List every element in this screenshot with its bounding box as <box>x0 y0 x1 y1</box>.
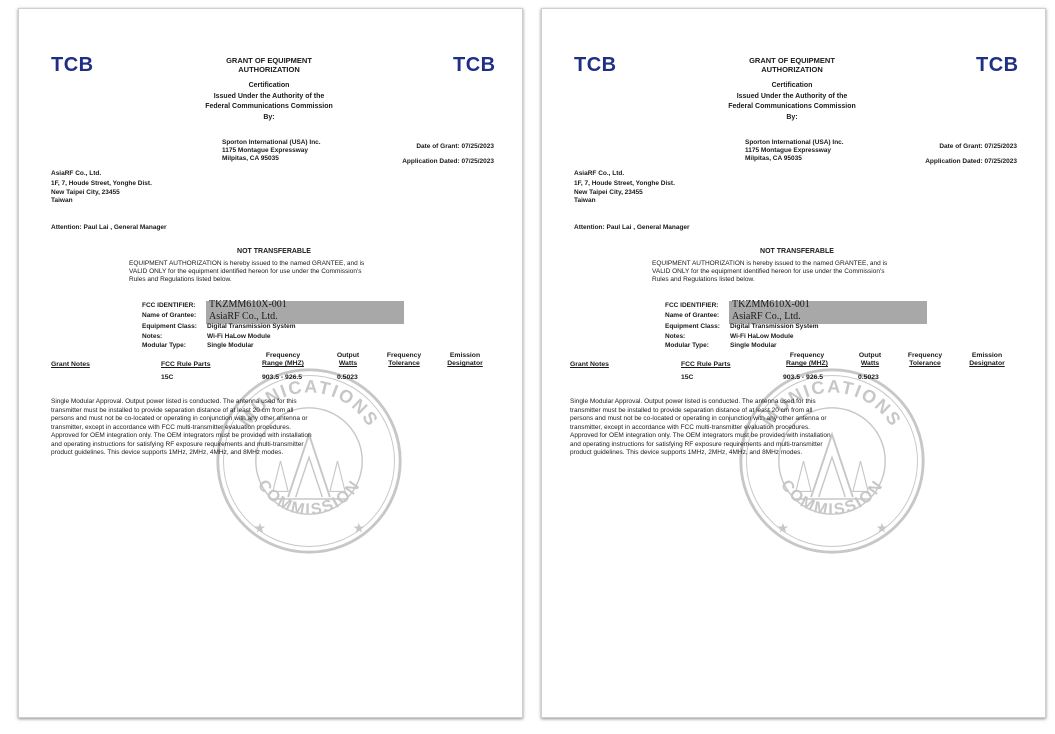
note-line: Single Modular Approval. Output power listed is conducted. The antenna used for this <box>570 398 816 405</box>
note-line: product guidelines. This device supports 1MHz, 2MHz, 4MHz, and 8MHz modes. <box>51 449 284 456</box>
cert-line: By: <box>786 113 798 121</box>
fcc-identifier-value: TKZMM610X-001 <box>209 299 287 310</box>
note-line: transmitter must be installed to provide separation distance of at least 20 cm from all <box>51 406 294 414</box>
grantee-line: 1F, 7, Houde Street, Yonghe Dist. <box>574 179 675 187</box>
col-emission-designator: Emission Designator <box>969 352 1005 367</box>
note-line: and operating instructions for satisfying RF exposure requirements and multi-transmitter <box>51 440 304 448</box>
grantee-name-value: AsiaRF Co., Ltd. <box>732 311 801 322</box>
grantee-line: AsiaRF Co., Ltd. <box>51 170 102 177</box>
equipment-class-value: Digital Transmission System <box>207 323 296 330</box>
issuer-address <box>222 139 321 164</box>
grant-title-line: GRANT OF EQUIPMENT <box>749 56 835 65</box>
cert-line: Certification <box>771 82 813 89</box>
col-output-watts: Output Watts <box>858 352 882 367</box>
equipment-class-label: Equipment Class: <box>665 323 720 330</box>
col-frequency-tolerance: Frequency Tolerance <box>386 352 422 367</box>
note-line: product guidelines. This device supports 1MHz, 2MHz, 4MHz, and 8MHz modes. <box>570 449 803 456</box>
modular-type-value: Single Modular <box>207 342 254 349</box>
svg-text:★: ★ <box>253 520 266 536</box>
grant-dates <box>925 139 1017 169</box>
tcb-logo-left: TCB <box>574 54 617 76</box>
col-frequency-range: Frequency Range (MHZ) <box>786 352 828 367</box>
nt-line: Rules and Regulations listed below. <box>652 276 755 284</box>
rule-part-cell: 15C <box>681 374 694 381</box>
col-fcc-rule-parts: FCC Rule Parts <box>161 361 211 368</box>
grant-title-line: GRANT OF EQUIPMENT <box>226 56 312 65</box>
col-fcc-rule-parts: FCC Rule Parts <box>681 361 731 368</box>
grantee-name-label: Name of Grantee: <box>665 311 720 319</box>
grant-title <box>712 56 872 74</box>
notes-label: Notes: <box>665 332 686 340</box>
modular-type-label: Modular Type: <box>665 342 709 349</box>
cert-line: By: <box>263 113 275 121</box>
not-transferable-text <box>652 260 942 285</box>
nt-line: EQUIPMENT AUTHORIZATION is hereby issued to the named GRANTEE, and is <box>129 260 365 267</box>
fcc-identifier-value: TKZMM610X-001 <box>732 299 810 310</box>
col-grant-notes: Grant Notes <box>51 361 90 368</box>
grantee-line: Taiwan <box>51 196 73 204</box>
grantee-line: 1F, 7, Houde Street, Yonghe Dist. <box>51 179 152 187</box>
notes-value: Wi-Fi HaLow Module <box>730 332 794 340</box>
equipment-class-value: Digital Transmission System <box>730 323 819 330</box>
rule-part-cell: 15C <box>161 374 174 381</box>
grant-title <box>189 56 349 74</box>
tcb-logo-right: TCB <box>453 54 496 76</box>
fcc-identifier-label: FCC IDENTIFIER: <box>665 302 719 309</box>
grantee-line: New Taipei City, 23455 <box>51 189 120 196</box>
certification-block <box>692 81 892 123</box>
not-transferable-title: NOT TRANSFERABLE <box>237 248 311 255</box>
grant-notes-text <box>51 398 351 458</box>
cert-line: Issued Under the Authority of the <box>736 92 848 100</box>
frequency-range-cell: 903.5 - 926.5 <box>262 374 303 381</box>
note-line: transmitter, except in accordance with FCC multi-transmitter evaluation procedures. <box>570 423 810 431</box>
col-grant-notes: Grant Notes <box>570 361 609 368</box>
svg-text:COMMISSION: COMMISSION <box>776 476 888 519</box>
date-of-grant: Date of Grant: 07/25/2023 <box>939 143 1017 150</box>
fcc-seal-watermark <box>214 366 404 556</box>
issuer-line: Sporton International (USA) Inc. <box>745 139 844 146</box>
nt-line: EQUIPMENT AUTHORIZATION is hereby issued to the named GRANTEE, and is <box>652 260 888 267</box>
application-dated: Application Dated: 07/25/2023 <box>402 158 494 165</box>
issuer-line: 1175 Montague Expressway <box>222 147 308 155</box>
output-watts-cell: 0.5023 <box>337 374 358 381</box>
grant-title-line: AUTHORIZATION <box>238 65 300 74</box>
svg-text:★: ★ <box>776 520 789 536</box>
application-dated: Application Dated: 07/25/2023 <box>925 158 1017 165</box>
not-transferable-title: NOT TRANSFERABLE <box>760 248 834 255</box>
col-output-watts: Output Watts <box>336 352 360 367</box>
output-watts-cell: 0.5023 <box>858 374 879 381</box>
col-frequency-tolerance: Frequency Tolerance <box>907 352 943 367</box>
note-line: Approved for OEM integration only. The OEM integrators must be provided with installation <box>570 432 831 439</box>
svg-text:COMMISSION: COMMISSION <box>253 476 365 519</box>
modular-type-label: Modular Type: <box>142 342 186 349</box>
grantee-name-value: AsiaRF Co., Ltd. <box>209 311 278 322</box>
modular-type-value: Single Modular <box>730 342 777 349</box>
note-line: Single Modular Approval. Output power listed is conducted. The antenna used for this <box>51 398 297 405</box>
note-line: persons and must not be co-located or operating in conjunction with any other antenna or <box>570 415 827 422</box>
certification-block <box>169 81 369 123</box>
grant-title-line: AUTHORIZATION <box>761 65 823 74</box>
grantee-line: Taiwan <box>574 196 596 204</box>
col-emission-designator: Emission Designator <box>447 352 483 367</box>
fcc-identifier-label: FCC IDENTIFIER: <box>142 302 196 309</box>
grant-notes-text <box>570 398 870 458</box>
grantee-line: AsiaRF Co., Ltd. <box>574 170 625 177</box>
note-line: persons and must not be co-located or operating in conjunction with any other antenna or <box>51 415 308 422</box>
issuer-line: Milpitas, CA 95035 <box>222 155 279 163</box>
svg-text:MUNICATIONS: MUNICATIONS <box>758 376 906 431</box>
issuer-address <box>745 139 844 164</box>
grantee-name-label: Name of Grantee: <box>142 311 197 319</box>
attention-line: Attention: Paul Lai , General Manager <box>51 224 167 231</box>
attention-line: Attention: Paul Lai , General Manager <box>574 224 690 231</box>
svg-text:MUNICATIONS: MUNICATIONS <box>235 376 383 431</box>
note-line: and operating instructions for satisfying RF exposure requirements and multi-transmitter <box>570 440 823 448</box>
not-transferable-text <box>129 260 419 285</box>
tcb-logo-left: TCB <box>51 54 94 76</box>
note-line: Approved for OEM integration only. The OEM integrators must be provided with installation <box>51 432 312 439</box>
issuer-line: 1175 Montague Expressway <box>745 147 831 155</box>
nt-line: VALID ONLY for the equipment identified hereon for use under the Commission's <box>129 268 362 276</box>
fcc-seal-watermark <box>737 366 927 556</box>
equipment-class-label: Equipment Class: <box>142 323 197 330</box>
note-line: transmitter must be installed to provide separation distance of at least 20 cm from all <box>570 406 813 414</box>
cert-line: Federal Communications Commission <box>728 103 856 110</box>
cert-line: Federal Communications Commission <box>205 103 333 110</box>
cert-line: Issued Under the Authority of the <box>213 92 325 100</box>
svg-text:★: ★ <box>352 520 365 536</box>
nt-line: Rules and Regulations listed below. <box>129 276 232 284</box>
grantee-address <box>51 169 152 205</box>
notes-label: Notes: <box>142 332 163 340</box>
grantee-line: New Taipei City, 23455 <box>574 189 643 196</box>
nt-line: VALID ONLY for the equipment identified hereon for use under the Commission's <box>652 268 885 276</box>
grantee-address <box>574 169 675 205</box>
grant-dates <box>402 139 494 169</box>
cert-line: Certification <box>248 82 290 89</box>
issuer-line: Sporton International (USA) Inc. <box>222 139 321 146</box>
notes-value: Wi-Fi HaLow Module <box>207 332 271 340</box>
date-of-grant: Date of Grant: 07/25/2023 <box>416 143 494 150</box>
issuer-line: Milpitas, CA 95035 <box>745 155 802 163</box>
document-page-right <box>541 8 1046 718</box>
note-line: transmitter, except in accordance with FCC multi-transmitter evaluation procedures. <box>51 423 291 431</box>
col-frequency-range: Frequency Range (MHZ) <box>262 352 304 367</box>
document-page-left <box>18 8 523 718</box>
tcb-logo-right: TCB <box>976 54 1019 76</box>
svg-text:★: ★ <box>875 520 888 536</box>
frequency-range-cell: 903.5 - 926.5 <box>783 374 824 381</box>
